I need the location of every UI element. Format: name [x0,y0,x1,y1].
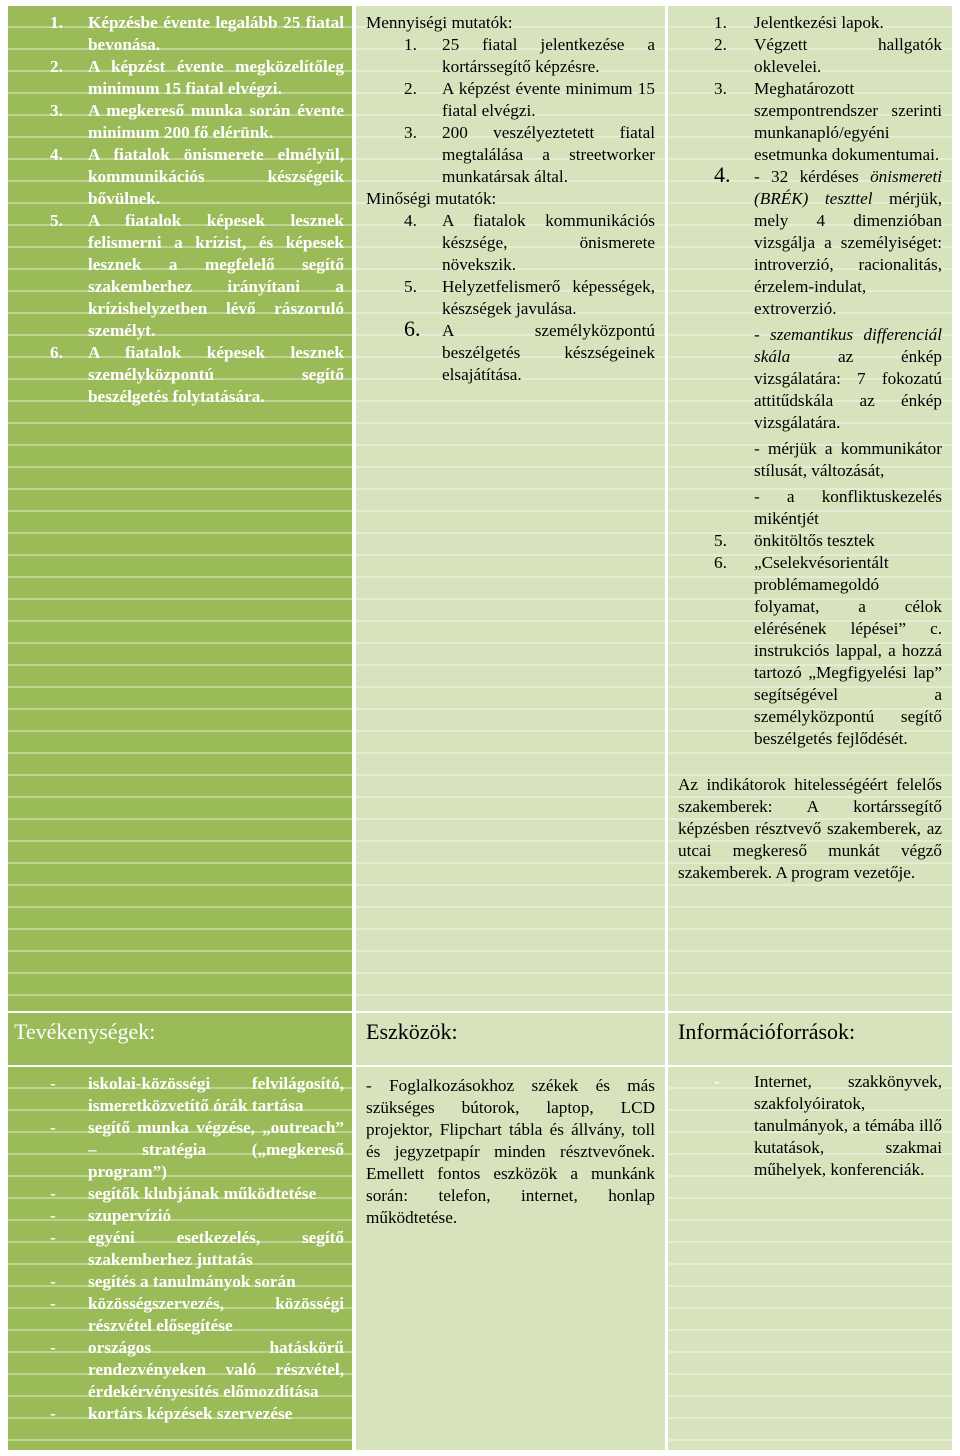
quantity-indicator-item [366,122,665,188]
item-marker: - [50,1184,56,1203]
activity-item [8,1271,352,1293]
item-text: segítők klubjának működtetése [88,1184,317,1203]
sources-text: Internet, szakkönyvek, szakfolyóiratok, tanulmányok, a témába illő kutatások, szakmai műhelyek, konferenciák. [754,1072,942,1179]
item-text: Helyzetfelismerő képességek, készségek javulása. [442,277,655,318]
activity-item [8,1073,352,1117]
verification-item [668,552,952,750]
activity-item [8,1117,352,1183]
item-text: A személyközpontú beszélgetés készségeinek elsajátítása. [442,321,655,384]
verification-item [668,12,952,34]
item-marker: 1. [404,35,417,54]
item-text: segítő munka végzése, „outreach” – stratégia („megkereső program”) [88,1118,344,1181]
item-text: közösségszervezés, közösségi részvétel elősegítése [88,1294,344,1335]
item4-text-post: mérjük, mely 4 dimenzióban vizsgálja a személyiséget: introverzió, racionalitás, érzelem-indulat, extroverzió. [754,189,942,318]
item-marker: 6. [714,553,727,572]
sub1-text: az énkép vizsgálatára: 7 fokozatú attitűdskála az énkép vizsgálatára. [754,347,942,432]
tools-text: - Foglalkozásokhoz székek és más szükséges bútorok, laptop, LCD projektor, Flipchart tábla és állvány, toll és jegyzetpapír minden résztvevőnek. Emellett fontos eszközök a munkánk során: telefon, internet, honlap működtetése. [366,1076,655,1227]
activity-item [8,1183,352,1205]
item-marker: 5. [714,531,727,550]
item-text: 200 veszélyeztetett fiatal megtalálása a streetworker munkatársak által. [442,123,655,186]
verification-item [668,34,952,78]
item-marker: - [50,1228,56,1247]
quality-indicators-title: Minőségi mutatók: [366,189,497,208]
quality-indicator-item [366,210,665,276]
item4-text-em: önismereti (BRÉK) teszttel [754,167,942,208]
verification-item [668,78,952,166]
item-marker: 3. [714,79,727,98]
activities-header: Tevékenységek: [14,1019,156,1044]
item-marker: - [50,1338,56,1357]
item-text: „Cselekvésorientált problémamegoldó folyamat, a célok elérésének lépései” c. instrukciós lappal, a hozzá tartozó „Megfigyelési lap” segítségével a személyközpontú segítő beszélgetés fejlődését. [754,553,942,748]
item4-text-pre: - 32 kérdéses [754,167,871,186]
tools-header-cell [356,1013,665,1065]
quality-indicator-item [366,316,665,386]
item-text: Jelentkezési lapok. [754,13,884,32]
sub1-em: szemantikus differenciál skála [754,325,942,366]
verification-item [668,530,952,552]
tools-header: Eszközök: [366,1019,458,1044]
item-text: kortárs képzések szervezése [88,1404,293,1423]
item-marker: - [50,1294,56,1313]
item-text: Képzésbe évente legalább 25 fiatal bevonása. [88,13,344,54]
item-text: Végzett hallgatók oklevelei. [754,35,942,76]
activity-item [8,1293,352,1337]
verification-list [668,12,952,166]
quantity-indicator-item [366,34,665,78]
quantity-indicator-item [366,78,665,122]
item-marker: 4. [50,145,63,164]
sources-item [668,1071,952,1181]
goal-item [8,12,352,56]
item-text: A fiatalok önismerete elmélyül, kommunikációs készségeik bővülnek. [88,145,344,208]
item-text: szupervízió [88,1206,172,1225]
item-text: A fiatalok kommunikációs készsége, önismerete növekszik. [442,211,655,274]
item-number: 4. [714,162,731,187]
sources-cell [668,1067,952,1450]
sources-header-cell [668,1013,952,1065]
item-marker: 1. [50,13,63,32]
item-marker: 5. [50,211,63,230]
item-marker: 5. [404,277,417,296]
activity-item [8,1337,352,1403]
item-text: önkitöltős tesztek [754,531,875,550]
activities-list [8,1073,352,1425]
item-marker: 6. [50,343,63,362]
responsible-persons: Az indikátorok hitelességéért felelős szakemberek: A kortárssegítő képzésben résztvevő szakemberek, az utcai megkereső munkát végző szakemberek. A program vezetője. [678,775,942,882]
tools-cell [356,1067,665,1450]
goal-item [8,144,352,210]
goal-item [8,342,352,408]
item-marker: - [50,1206,56,1225]
activities-header-cell [8,1013,352,1065]
item-text: A fiatalok képesek lesznek felismerni a krízist, és képesek lesznek a megfelelő segítő szakemberhez irányítani a krízishelyzetben lévő rászoruló személyt. [88,211,344,340]
item-text: 25 fiatal jelentkezése a kortárssegítő képzésre. [442,35,655,76]
quantity-indicators-title: Mennyiségi mutatók: [366,13,513,32]
goal-item [8,210,352,342]
quality-indicators-list [366,210,665,386]
quality-indicator-item [366,276,665,320]
item-marker: - [50,1074,56,1093]
item-marker: 3. [50,101,63,120]
activity-item [8,1227,352,1271]
verification-sub-1 [668,324,952,434]
item-marker: - [50,1404,56,1423]
sub1-dash: - [754,325,771,344]
item-text: A megkereső munka során évente minimum 200 fő elérünk. [88,101,344,142]
item-marker: 6. [404,316,421,341]
goal-item [8,56,352,100]
indicators-cell [356,6,665,1011]
verification-item-4 [668,162,952,320]
item-text: országos hatáskörű rendezvényeken való részvétel, érdekérvényesítés előmozdítása [88,1338,344,1401]
activities-cell [8,1067,352,1450]
quantity-indicators-list [366,34,665,188]
item-text: segítés a tanulmányok során [88,1272,296,1291]
item-marker: 2. [714,35,727,54]
verification-sub-3: - a konfliktuskezelés mikéntjét [754,487,942,528]
item-marker: 4. [404,211,417,230]
item-marker: 2. [50,57,63,76]
goals-cell [8,6,352,1011]
item-marker: - [50,1272,56,1291]
sources-header: Információforrások: [678,1019,856,1044]
item-marker: 1. [714,13,727,32]
goals-list [8,12,352,408]
item-text: A képzést évente megközelítőleg minimum 15 fiatal elvégzi. [88,57,344,98]
item-marker: - [50,1118,56,1137]
item-marker: 2. [404,79,417,98]
item-marker: 3. [404,123,417,142]
item-text: A fiatalok képesek lesznek személyközpontú segítő beszélgetés folytatására. [88,343,344,406]
sources-dash: - [714,1072,720,1091]
activity-item [8,1205,352,1227]
item-text: A képzést évente minimum 15 fiatal elvégzi. [442,79,655,120]
item-text: iskolai-közösségi felvilágosító, ismeretközvetítő órák tartása [88,1074,344,1115]
verification-cell [668,6,952,1011]
activity-item [8,1403,352,1425]
verification-list-2 [668,530,952,750]
verification-sub-2: - mérjük a kommunikátor stílusát, változását, [754,439,942,480]
item-text: egyéni esetkezelés, segítő szakemberhez juttatás [88,1228,344,1269]
goal-item [8,100,352,144]
item-text: Meghatározott szempontrendszer szerinti munkanapló/egyéni esetmunka dokumentumai. [754,79,942,164]
